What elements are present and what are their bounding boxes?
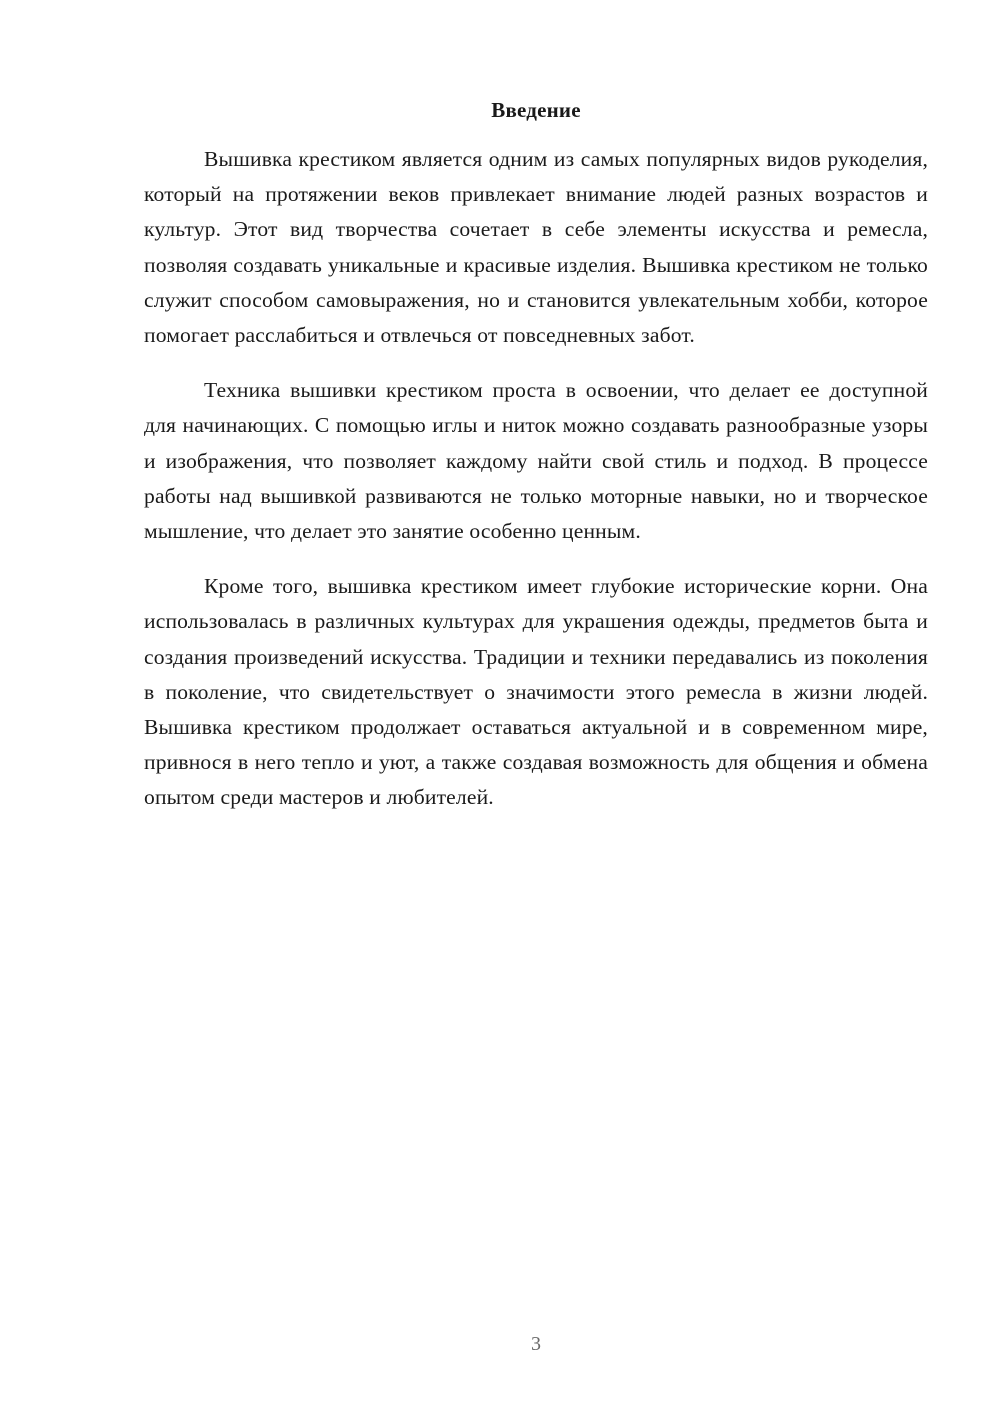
paragraph-1: Вышивка крестиком является одним из самых популярных видов рукоделия, который на протяжении веков привлекает внимание людей разных возрастов и культур. Этот вид творчества сочетает в себе элементы искусства и ремесла, позволяя создавать уникальные и красивые изделия. Вышивка крестиком не только служит способом самовыражения, но и становится увлекательным хобби, которое помогает расслабиться и отвлечься от повседневных забот.	[144, 147, 928, 348]
body-text	[144, 142, 928, 836]
page-number: 3	[531, 1333, 541, 1355]
section-heading: Введение	[491, 98, 581, 122]
paragraph-2: Техника вышивки крестиком проста в освоении, что делает ее доступной для начинающих. С помощью иглы и ниток можно создавать разнообразные узоры и изображения, что позволяет каждому найти свой стиль и подход. В процессе работы над вышивкой развиваются не только моторные навыки, но и творческое мышление, что делает это занятие особенно ценным.	[144, 378, 928, 544]
paragraph-3: Кроме того, вышивка крестиком имеет глубокие исторические корни. Она использовалась в различных культурах для украшения одежды, предметов быта и создания произведений искусства. Традиции и техники передавались из поколения в поколение, что свидетельствует о значимости этого ремесла в жизни людей. Вышивка крестиком продолжает оставаться актуальной и в современном мире, привнося в него тепло и уют, а также создавая возможность для общения и обмена опытом среди мастеров и любителей.	[144, 574, 928, 810]
